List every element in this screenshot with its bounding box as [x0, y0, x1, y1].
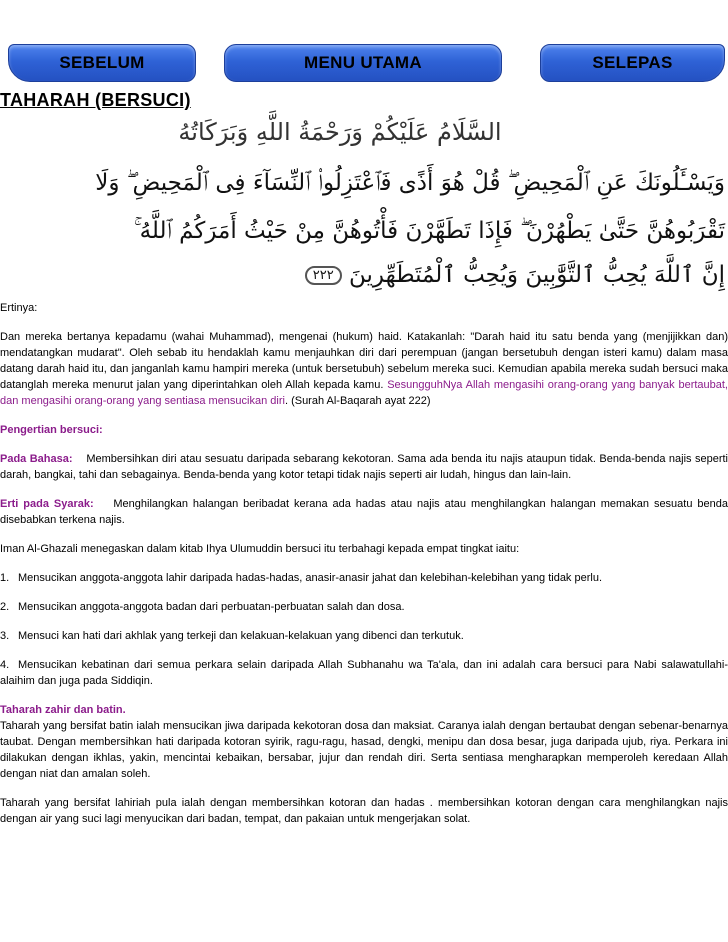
level-text: Mensucikan kebatinan dari semua perkara selain daripada Allah Subhanahu wa Ta'ala, dan ini adalah cara bersuci para Nabi salawatullahi-alaihim dan juga pada Siddiqin. [0, 659, 728, 687]
translation-text: Dan mereka bertanya kepadamu (wahai Muhammad), mengenai (hukum) haid. Katakanlah: "Darah haid itu satu benda yang (menjijikkan dan) mendatangkan mudarat". Oleh sebab itu hendaklah kamu menjauhkan diri dari perempuan (jangan bersetubuh dengan isteri kamu) dalam masa datang darah haid itu, dan janganlah kamu hampiri mereka (untuk bersetubuh) sebelum mereka suci. Kemudian apabila mereka sudah bersuci maka datanglah mereka menurut jalan yang diperintahkan oleh Allah kepada kamu. [0, 331, 728, 391]
bahasa-text: Membersihkan diri atau sesuatu daripada sebarang kekotoran. Sama ada benda itu najis ataupun tidak. Benda-benda najis seperti darah, bangkai, tahi dan sebagainya. Benda-benda yang kotor tetapi tidak najis seperti air ludah, hingus dan lain-lain. [0, 453, 728, 481]
ghazali-intro: Iman Al-Ghazali menegaskan dalam kitab Ihya Ulumuddin bersuci itu terbahagi kepada empat tingkat iaitu: [0, 543, 520, 555]
navigation-bar [0, 44, 728, 82]
ertinya-label: Ertinya: [0, 302, 38, 314]
level-item-2 [0, 599, 728, 615]
translation-highlight: SesungguhNya Allah mengasihi orang-orang yang banyak bertaubat, dan mengasihi orang-orang yang sentiasa mensucikan diri [0, 379, 728, 407]
batin-text: Taharah yang bersifat batin ialah mensucikan jiwa daripada kekotoran dosa dan maksiat. Caranya ialah dengan bertaubat dengan sebenar-benarnya taubat. Dengan membersihkan hati daripada kotoran syirik, ragu-ragu, hasad, dengki, menipu dan dosa besar, juga daripada ujub, riya. Perkara ini dilakukan dengan ikhlas, yakin, mencintai kebaikan, bersabar, jujur dan rendah diri. Serta sentiasa mengharapkan memperoleh keredaan Allah dengan niat dan amalan soleh. [0, 720, 728, 780]
page-title [0, 90, 191, 111]
prev-button[interactable]: SEBELUM [8, 44, 196, 82]
page-title-text: TAHARAH (BERSUCI) [0, 90, 191, 110]
arabic-verse-line-1: وَيَسْـَٔلُونَكَ عَنِ ٱلْمَحِيضِ ۖ قُلْ هُوَ أَذًى فَٱعْتَزِلُوا۟ ٱلنِّسَآءَ فِى ٱلْمَحِيضِ ۖ وَلَا [95, 170, 725, 196]
translation-reference: . (Surah Al-Baqarah ayat 222) [284, 395, 431, 407]
bahasa-paragraph [0, 451, 728, 483]
next-button[interactable]: SELEPAS [540, 44, 725, 82]
zahir-batin-section [0, 702, 728, 782]
level-number: 4. [0, 659, 10, 671]
bahasa-label: Pada Bahasa: [0, 453, 73, 465]
syarak-label: Erti pada Syarak: [0, 498, 94, 510]
syarak-text: Menghilangkan halangan beribadat kerana ada hadas atau najis atau menghilangkan halangan memakan sesuatu benda disebabkan terkena najis. [0, 498, 728, 526]
lahir-paragraph: Taharah yang bersifat lahiriah pula ialah dengan membersihkan kotoran dan hadas . membersihkan kotoran dengan cara menghilangkan najis dengan air yang suci lagi menyucikan dari badan, tempat, dan pakaian untuk mengerjakan solat. [0, 797, 728, 825]
pengertian-heading [0, 422, 728, 438]
level-number: 3. [0, 630, 10, 642]
arabic-verse-line-3 [312, 262, 725, 288]
arabic-verse-line-2: تَقْرَبُوهُنَّ حَتَّىٰ يَطْهُرْنَ ۖ فَإِذَا تَطَهَّرْنَ فَأْتُوهُنَّ مِنْ حَيْثُ أَمَرَكُمُ ٱللَّهُ ۚ [133, 218, 725, 244]
translation-paragraph [0, 329, 728, 409]
level-text: Mensucikan anggota-anggota lahir daripada hadas-hadas, anasir-anasir jahat dan kelebihan-kelebihan yang tidak perlu. [18, 572, 603, 584]
article-body [0, 300, 728, 840]
zahir-batin-heading: Taharah zahir dan batin. [0, 704, 126, 716]
level-item-1 [0, 570, 728, 586]
arabic-verse-text: إِنَّ ٱللَّهَ يُحِبُّ ٱلتَّوَّٰبِينَ وَيُحِبُّ ٱلْمُتَطَهِّرِينَ [349, 262, 725, 288]
level-item-4 [0, 657, 728, 689]
level-number: 1. [0, 572, 10, 584]
arabic-salam: السَّلَامُ عَلَيْكُمْ وَرَحْمَةُ اللَّهِ وَبَرَكَاتُهُ [178, 118, 502, 146]
ayat-number-badge: ٢٢٢ [305, 266, 342, 285]
main-menu-button[interactable]: MENU UTAMA [224, 44, 502, 82]
level-text: Mensuci kan hati dari akhlak yang terkeji dan kelakuan-kelakuan yang dibenci dan terkutuk. [18, 630, 464, 642]
syarak-paragraph [0, 496, 728, 528]
pengertian-heading-text: Pengertian bersuci: [0, 424, 103, 436]
level-text: Mensucikan anggota-anggota badan dari perbuatan-perbuatan salah dan dosa. [18, 601, 405, 613]
level-item-3 [0, 628, 728, 644]
level-number: 2. [0, 601, 10, 613]
